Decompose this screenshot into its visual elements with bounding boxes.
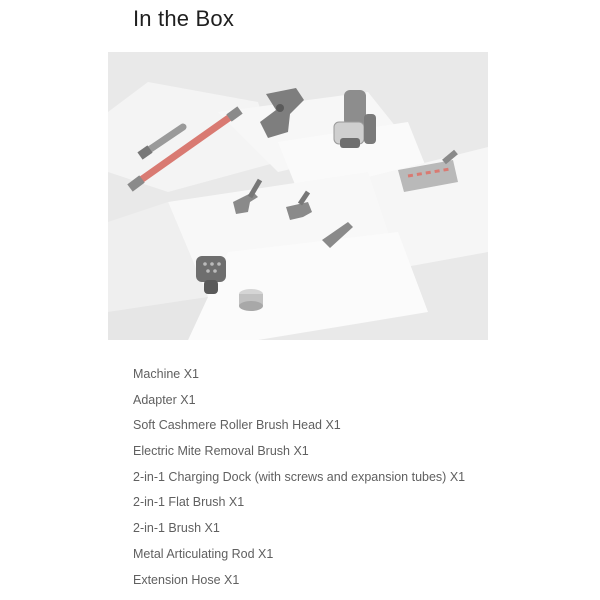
list-item: 2-in-1 Brush X1 (133, 521, 220, 536)
list-item: Machine X1 (133, 367, 200, 381)
accessories-illustration (108, 52, 488, 340)
product-photo (108, 52, 488, 340)
list-item: Adapter X1 (133, 392, 196, 407)
list-item: 2-in-1 Flat Brush X1 (133, 495, 245, 510)
box-contents-list (133, 366, 465, 597)
filter-cup (239, 289, 263, 311)
list-item: Electric Mite Removal Brush X1 (133, 444, 309, 459)
list-item: Extension Hose X1 (133, 572, 240, 587)
page-title: In the Box (133, 6, 235, 31)
list-item: Metal Articulating Rod X1 (133, 546, 274, 561)
list-item: 2-in-1 Charging Dock (with screws and expansion tubes) X1 (133, 469, 466, 484)
list-item: Soft Cashmere Roller Brush Head X1 (133, 418, 341, 433)
